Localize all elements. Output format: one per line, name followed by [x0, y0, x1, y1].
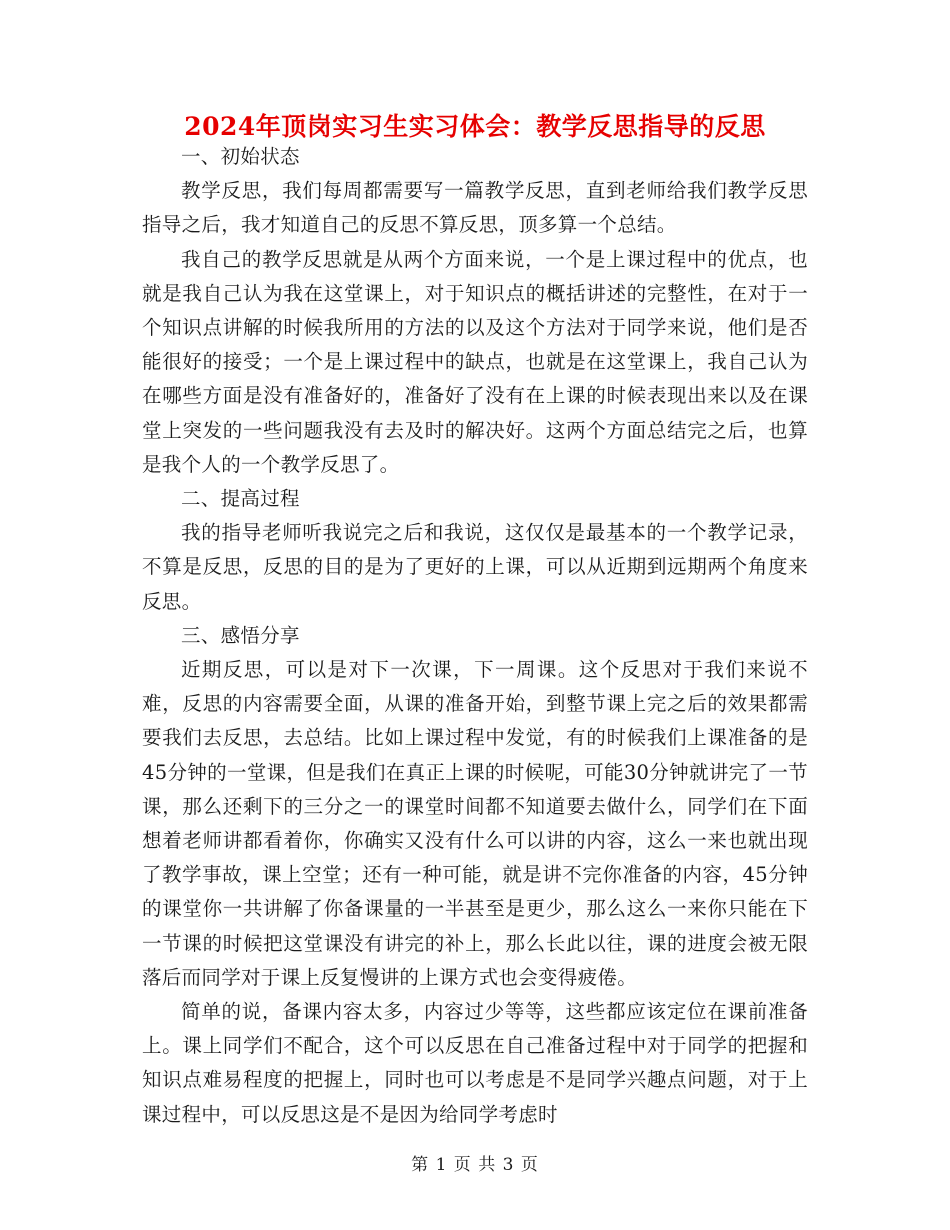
document-title: 2024年顶岗实习生实习体会：教学反思指导的反思: [184, 112, 766, 141]
body-paragraph: 近期反思，可以是对下一次课，下一周课。这个反思对于我们来说不难，反思的内容需要全面，从课的准备开始，到整节课上完之后的效果都需要我们去反思，去总结。比如上课过程中发觉，有的时候我们上课准备的是45分钟的一堂课，但是我们在真正上课的时候呢，可能30分钟就讲完了一节课，那么还剩下的三分之一的课堂时间都不知道要去做什么，同学们在下面想着老师讲都看着你，你确实又没有什么可以讲的内容，这么一来也就出现了教学事故，课上空堂；还有一种可能，就是讲不完你准备的内容，45分钟的课堂你一共讲解了你备课量的一半甚至是更少，那么这么一来你只能在下一节课的时候把这堂课没有讲完的补上，那么长此以往，课的进度会被无限落后而同学对于课上反复慢讲的上课方式也会变得疲倦。: [142, 658, 808, 989]
body-paragraph: 简单的说，备课内容太多，内容过少等等，这些都应该定位在课前准备上。课上同学们不配合，这个可以反思在自己准备过程中对于同学的把握和知识点难易程度的把握上，同时也可以考虑是不是同学兴趣点问题，对于上课过程中，可以反思这是不是因为给同学考虑时: [142, 1000, 808, 1126]
section-heading-insight-sharing: 三、感悟分享: [181, 623, 300, 647]
section-heading-initial-state: 一、初始状态: [181, 145, 300, 168]
body-paragraph: 我的指导老师听我说完之后和我说，这仅仅是最基本的一个教学记录，不算是反思，反思的目的是为了更好的上课，可以从近期到远期两个角度来反思。: [142, 521, 808, 613]
body-paragraph: 我自己的教学反思就是从两个方面来说，一个是上课过程中的优点，也就是我自己认为我在这堂课上，对于知识点的概括讲述的完整性，在对于一个知识点讲解的时候我所用的方法的以及这个方法对于同学来说，他们是否能很好的接受；一个是上课过程中的缺点，也就是在这堂课上，我自己认为在哪些方面是没有准备好的，准备好了没有在上课的时候表现出来以及在课堂上突发的一些问题我没有去及时的解决好。这两个方面总结完之后，也算是我个人的一个教学反思了。: [142, 247, 808, 476]
page-number-footer: 第 1 页 共 3 页: [411, 1155, 539, 1175]
document-page: [142, 108, 808, 1132]
section-heading-improvement-process: 二、提高过程: [181, 487, 300, 511]
body-paragraph: 教学反思，我们每周都需要写一篇教学反思，直到老师给我们教学反思指导之后，我才知道自己的反思不算反思，顶多算一个总结。: [142, 179, 808, 237]
